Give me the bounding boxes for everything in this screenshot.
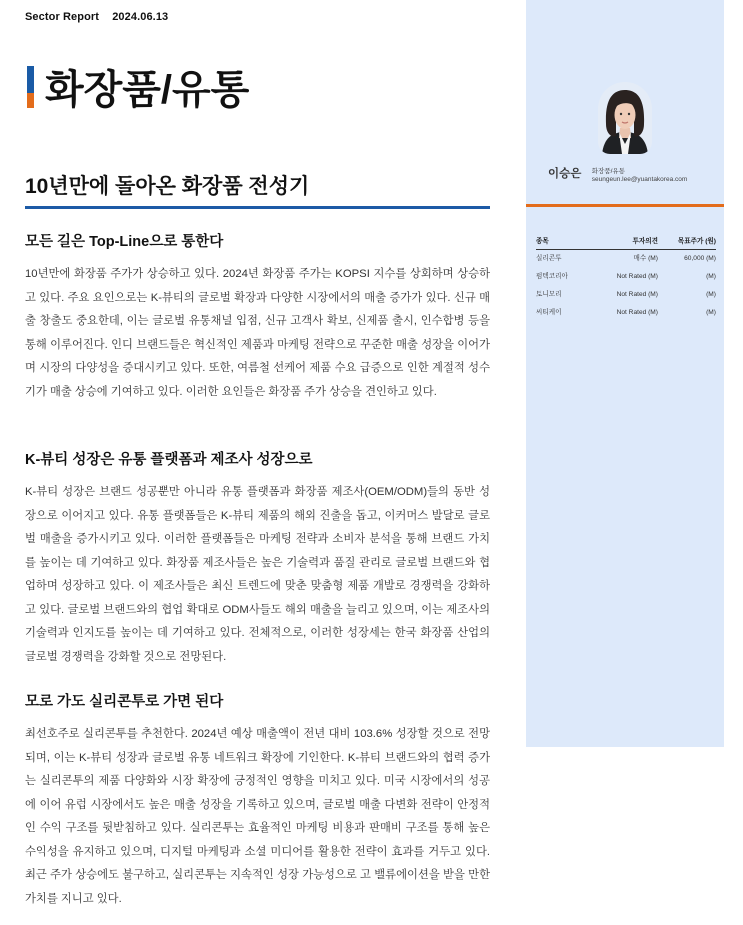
stock-name: 펌텍코리아 xyxy=(536,273,568,280)
table-row xyxy=(536,250,716,269)
stock-rating-table xyxy=(536,235,716,322)
report-date: 2024.06.13 xyxy=(112,11,169,23)
stock-target-price: 60,000 (M) xyxy=(684,255,716,262)
stock-rating: 매수 (M) xyxy=(633,255,658,262)
sidebar-divider xyxy=(526,204,724,207)
section-top-line xyxy=(25,230,490,404)
report-type: Sector Report xyxy=(25,11,100,23)
headline-divider xyxy=(25,206,490,209)
sector-title: 화장품/유통 xyxy=(45,68,250,112)
stock-target-price: (M) xyxy=(706,291,716,298)
report-header xyxy=(25,11,168,23)
section-heading: 모든 길은 Top-Line으로 통한다 xyxy=(25,234,224,250)
stock-target-price: (M) xyxy=(706,273,716,280)
analyst-email: seungeun.lee@yuantakorea.com xyxy=(591,176,688,183)
stock-target-price: (M) xyxy=(706,309,716,316)
section-body: 10년만에 화장품 주가가 상승하고 있다. 2024년 화장품 주가는 KOPSI 지수를 상회하며 상승하고 있다. 주요 요인으로는 K-뷰티의 글로벌 확장과 다양한 시장에서의 매출 증가가 있다. 신규 매출 창출도 중요한데, 이는 글로벌 유통채널 입점, 신규 고객사 확보, 신제품 출시, 인수합병 등을 통해 이루어진다. 인디 브랜드들은 혁신적인 제품과 마케팅 전략으로 꾸준한 매출 성장을 이어가며 시장의 다양성을 증대시키고 있다. 또한, 여름철 선케어 제품 수요 급증으로 인한 계절적 성수기가 매출 상승에 기여하고 있다. 이러한 요인들은 화장품 주가 상승을 견인하고 있다. xyxy=(25,268,490,398)
table-row xyxy=(536,268,716,286)
column-header: 투자의견 xyxy=(616,235,658,250)
section-kbeauty-growth xyxy=(25,448,490,669)
sidebar xyxy=(526,0,724,747)
analyst-team: 화장품/유통 xyxy=(591,168,625,175)
sector-accent-bar xyxy=(27,66,34,108)
table-row xyxy=(536,304,716,322)
analyst-info xyxy=(548,165,720,183)
stock-rating: Not Rated (M) xyxy=(616,273,658,280)
section-silicon2 xyxy=(25,690,490,911)
column-header: 종목 xyxy=(536,235,616,250)
table-row xyxy=(536,286,716,304)
section-heading: 모로 가도 실리콘투로 가면 된다 xyxy=(25,694,224,710)
analyst-avatar xyxy=(598,82,652,154)
section-heading: K-뷰티 성장은 유통 플랫폼과 제조사 성장으로 xyxy=(25,452,313,468)
report-headline: 10년만에 돌아온 화장품 전성기 xyxy=(25,175,310,198)
stock-name: 실리콘투 xyxy=(536,255,562,262)
section-body: 최선호주로 실리콘투를 추천한다. 2024년 예상 매출액이 전년 대비 103.6% 성장할 것으로 전망되며, 이는 K-뷰티 성장과 글로벌 유통 네트워크 확장에 기인한다. K-뷰티 브랜드와의 협력 증가는 실리콘투의 제품 다양화와 시장 확장에 긍정적인 영향을 미치고 있다. 미국 시장에서의 성공에 이어 유럽 시장에서도 높은 매출 성장을 기록하고 있으며, 글로벌 매출 다변화 전략이 안정적인 수익 구조를 뒷받침하고 있다. 실리콘투는 효율적인 마케팅 비용과 판매비 구조를 통해 높은 수익성을 유지하고 있으며, 디지털 마케팅과 소셜 미디어를 활용한 전략이 효과를 거두고 있다. 최근 주가 상승에도 불구하고, 실리콘투는 지속적인 성장 가능성으로 고 밸류에이션을 받을 만한 가치를 지니고 있다. xyxy=(25,728,490,905)
stock-name: 씨티케이 xyxy=(536,309,562,316)
stock-rating: Not Rated (M) xyxy=(616,291,658,298)
analyst-name: 이승은 xyxy=(548,168,582,180)
table-header-row xyxy=(536,235,716,250)
stock-rating: Not Rated (M) xyxy=(616,309,658,316)
stock-name: 토니모리 xyxy=(536,291,562,298)
analyst-photo-icon xyxy=(598,82,652,154)
section-body: K-뷰티 성장은 브랜드 성공뿐만 아니라 유통 플랫폼과 화장품 제조사(OEM/ODM)들의 동반 성장으로 이어지고 있다. 유통 플랫폼들은 K-뷰티 제품의 해외 진출을 돕고, 이커머스 발달로 글로벌 매출을 증가시키고 있다. 이러한 플랫폼들은 마케팅 전략과 소비자 분석을 통해 브랜드 가치를 높이는 데 기여하고 있다. 화장품 제조사들은 높은 기술력과 품질 관리로 글로벌 브랜드와 협업하며 성장하고 있다. 이 제조사들은 최신 트렌드에 맞춘 맞춤형 제품 개발로 경쟁력을 강화하고 있다. 글로벌 브랜드와의 협업 확대로 ODM사들도 해외 매출을 늘리고 있으며, 이는 제조사의 기술력과 인지도를 높이는 데 기여하고 있다. 전체적으로, 이러한 성장세는 한국 화장품 산업의 글로벌 경쟁력을 강화할 것으로 전망된다. xyxy=(25,486,490,663)
column-header: 목표주가 (원) xyxy=(658,235,716,250)
